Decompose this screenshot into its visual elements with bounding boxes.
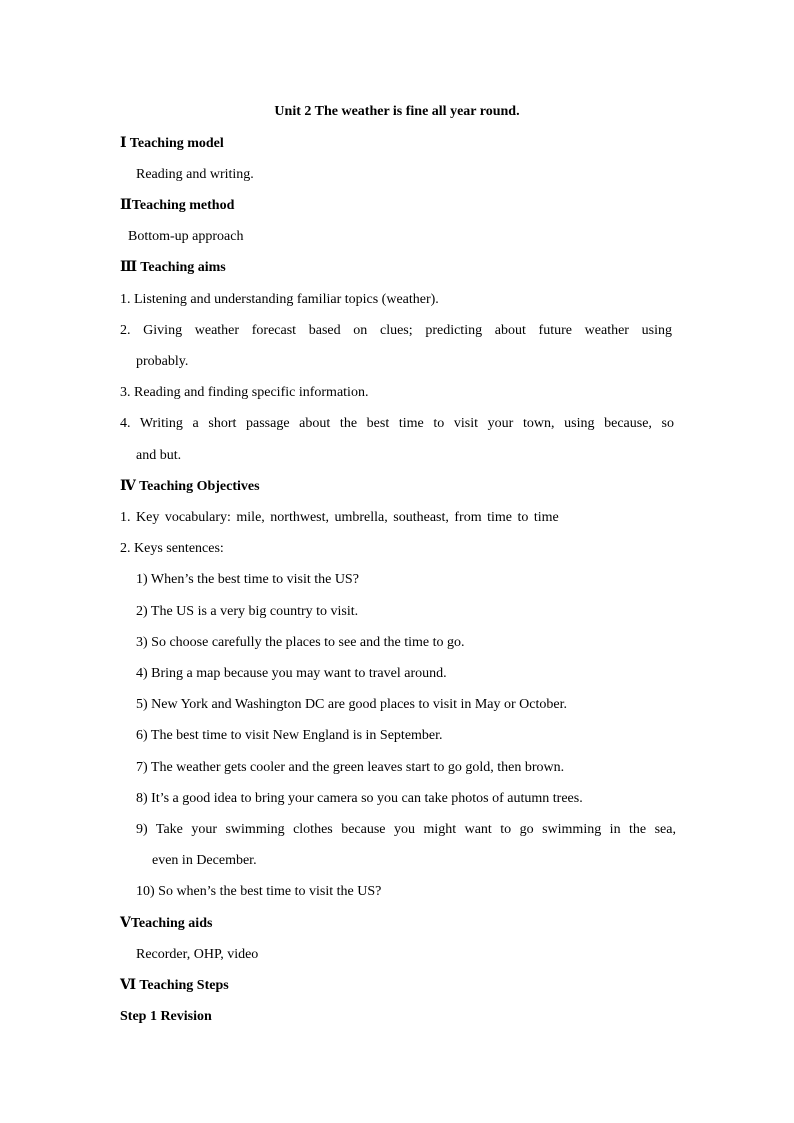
aim-item: 4. Writing a short passage about the best time to visit your town, using because, so bbox=[120, 416, 674, 431]
key-sentence: 5) New York and Washington DC are good places to visit in May or October. bbox=[136, 697, 567, 712]
key-sentence-continued: even in December. bbox=[152, 853, 257, 868]
aim-item: 2. Giving weather forecast based on clues; predicting about future weather using bbox=[120, 323, 672, 338]
aim-item-continued: and but. bbox=[136, 448, 182, 463]
key-sentence: 7) The weather gets cooler and the green leaves start to go gold, then brown. bbox=[136, 760, 565, 775]
key-sentences-label: 2. Keys sentences: bbox=[120, 541, 224, 556]
aim-item: 3. Reading and finding specific information. bbox=[120, 385, 369, 400]
key-sentence: 10) So when’s the best time to visit the US? bbox=[136, 884, 382, 899]
section-heading-teaching-objectives: Ⅳ Teaching Objectives bbox=[120, 479, 260, 494]
aim-item-continued: probably. bbox=[136, 354, 189, 369]
key-sentence: 8) It’s a good idea to bring your camera so you can take photos of autumn trees. bbox=[136, 791, 583, 806]
key-sentence: 2) The US is a very big country to visit. bbox=[136, 604, 359, 619]
section-heading-teaching-method: ⅡTeaching method bbox=[120, 198, 235, 213]
section-heading-teaching-model: Ⅰ Teaching model bbox=[120, 136, 224, 151]
key-sentence: 3) So choose carefully the places to see and the time to go. bbox=[136, 635, 465, 650]
aim-item: 1. Listening and understanding familiar topics (weather). bbox=[120, 292, 439, 307]
teaching-model-text: Reading and writing. bbox=[136, 167, 254, 182]
key-vocabulary: 1. Key vocabulary: mile, northwest, umbrella, southeast, from time to time bbox=[120, 510, 559, 525]
section-heading-teaching-steps: Ⅵ Teaching Steps bbox=[120, 978, 229, 993]
teaching-method-text: Bottom-up approach bbox=[128, 229, 244, 244]
key-sentence: 1) When’s the best time to visit the US? bbox=[136, 572, 359, 587]
key-sentence: 9) Take your swimming clothes because you might want to go swimming in the sea, bbox=[136, 822, 676, 837]
step-heading: Step 1 Revision bbox=[120, 1009, 212, 1024]
section-heading-teaching-aims: Ⅲ Teaching aims bbox=[120, 260, 226, 275]
key-sentence: 4) Bring a map because you may want to travel around. bbox=[136, 666, 447, 681]
key-sentence: 6) The best time to visit New England is in September. bbox=[136, 728, 443, 743]
section-heading-teaching-aids: ⅤTeaching aids bbox=[120, 916, 213, 931]
document-title: Unit 2 The weather is fine all year round. bbox=[274, 104, 520, 119]
teaching-aids-text: Recorder, OHP, video bbox=[136, 947, 259, 962]
